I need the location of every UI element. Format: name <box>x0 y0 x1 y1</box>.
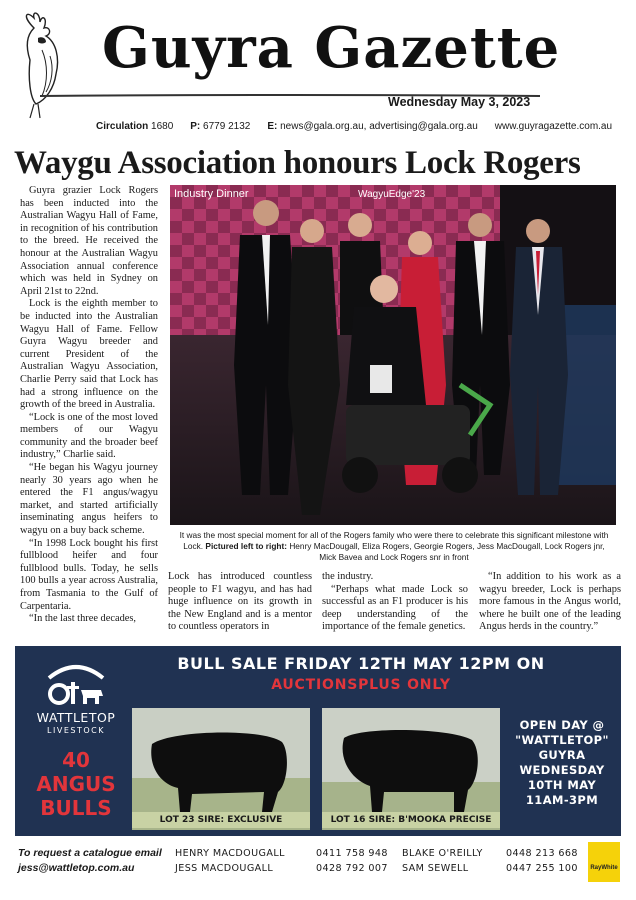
backdrop-text: WagyuEdge'23 <box>358 189 426 200</box>
paragraph: “In the last three decades, <box>29 613 137 625</box>
contact-names: BLAKE O'REILLY SAM SEWELL <box>402 848 483 874</box>
wattletop-logo-icon <box>45 656 107 708</box>
paragraph: Guyra grazier Lock Rogers has been inducted into the Australian Wagyu Hall of Fame, in recognition of his contribution to the breed. He received the honour at the Australian Wagyu Association annual conference which was held in Sydney on April 21st to 22nd. <box>20 185 158 297</box>
caption-label: Pictured left to right: <box>205 541 287 551</box>
article-column-2 <box>168 571 312 634</box>
contact-phones: 0448 213 668 0447 255 100 <box>506 848 578 874</box>
paragraph: “In 1998 Lock bought his first fullblood heifer and four fullblood bulls. Today, he sells 100 bulls a year across Australia, from Tasmania to the Gulf of Carpentaria. <box>20 537 158 612</box>
paragraph: Lock has introduced countless people to F1 wagyu, and has had huge influence on its growth in the New England and is a mentor to countless operators in <box>168 571 312 633</box>
article-column-3 <box>322 571 468 634</box>
article-headline: Waygu Association honours Lock Rogers <box>14 145 581 181</box>
ad-subheadline: AUCTIONSPLUS ONLY <box>271 677 451 693</box>
paragraph: “Lock is one of the most loved members of our Wagyu community and the broader beef industry,” Charlie said. <box>20 411 158 461</box>
paragraph: Lock is the eighth member to be inducted into the Australian Wagyu Hall of Fame. Fellow Guyra Wagyu breeder and current President of the Australian Wagyu Association, Charlie Perry said that Lock has had a strong influence on the growth of the breed in Australia. <box>20 298 158 411</box>
family-photo <box>170 185 616 525</box>
paragraph: “Perhaps what made Lock so successful as an F1 producer is his deep understanding of the importance of the female genetics. <box>322 583 468 633</box>
cockatoo-icon <box>12 8 102 120</box>
newspaper-title: Guyra Gazette <box>102 15 561 81</box>
ad-headline: BULL SALE FRIDAY 12TH MAY 12PM ON <box>177 654 545 673</box>
ad-brand-sub: LIVESTOCK <box>47 726 105 735</box>
paragraph: the industry. <box>322 571 374 582</box>
paragraph: “In addition to his work as a wagyu breeder, Lock is perhaps more famous in the Angus world, where he built one of the leading Angus herds in the country.” <box>479 571 621 633</box>
email[interactable]: E: news@gala.org.au, advertising@gala.org.au <box>267 121 478 132</box>
ad-footer <box>18 846 618 892</box>
ad-brand: WATTLETOP <box>36 710 116 725</box>
website-link[interactable]: www.guyragazette.com.au <box>494 121 613 132</box>
ad-bull-count: 40 ANGUS BULLS <box>36 748 116 820</box>
open-day-details: OPEN DAY @ "WATTLETOP" GUYRA WEDNESDAY 10TH MAY 11AM-3PM <box>515 718 609 807</box>
lot-23-label: LOT 23 SIRE: EXCLUSIVE <box>132 812 310 828</box>
catalogue-email-link[interactable]: jess@wattletop.com.au <box>18 862 135 874</box>
caption-names: Henry MacDougall, Eliza Rogers, Georgie Rogers, Jess MacDougall, Lock Rogers jnr, Mick Bavea and Lock Rogers snr in front <box>289 541 605 562</box>
article-photo <box>170 185 616 525</box>
contact-phones: 0411 758 948 0428 792 007 <box>316 848 388 874</box>
raywhite-logo: RayWhite <box>588 842 620 882</box>
caption-intro: It was the most special moment for all of the Rogers family who were there to celebrate this significant milestone with Lock. <box>179 530 609 551</box>
issue-date: Wednesday May 3, 2023 <box>388 95 531 109</box>
lot-16-label: LOT 16 SIRE: B'MOOKA PRECISE <box>322 812 500 828</box>
photo-caption <box>178 530 610 563</box>
contact-bar <box>96 121 616 132</box>
catalogue-request: To request a catalogue email jess@wattletop.com.au <box>18 846 174 876</box>
article-column-1 <box>20 185 158 626</box>
paragraph: “He began his Wagyu journey nearly 30 years ago when he entered the F1 angus/wagyu market, and started artificially inseminating angus heifers to wagyu on a buy back scheme. <box>20 462 158 537</box>
circulation: Circulation 1680 <box>96 121 174 132</box>
phone: P: 6779 2132 <box>190 121 251 132</box>
lot-23-photo <box>132 708 310 830</box>
lot-16-photo <box>322 708 500 830</box>
contact-names: HENRY MACDOUGALL JESS MACDOUGALL <box>175 848 285 874</box>
bull-sale-advertisement[interactable] <box>15 646 621 836</box>
article-column-4 <box>479 571 621 634</box>
backdrop-text: Industry Dinner <box>174 188 249 200</box>
